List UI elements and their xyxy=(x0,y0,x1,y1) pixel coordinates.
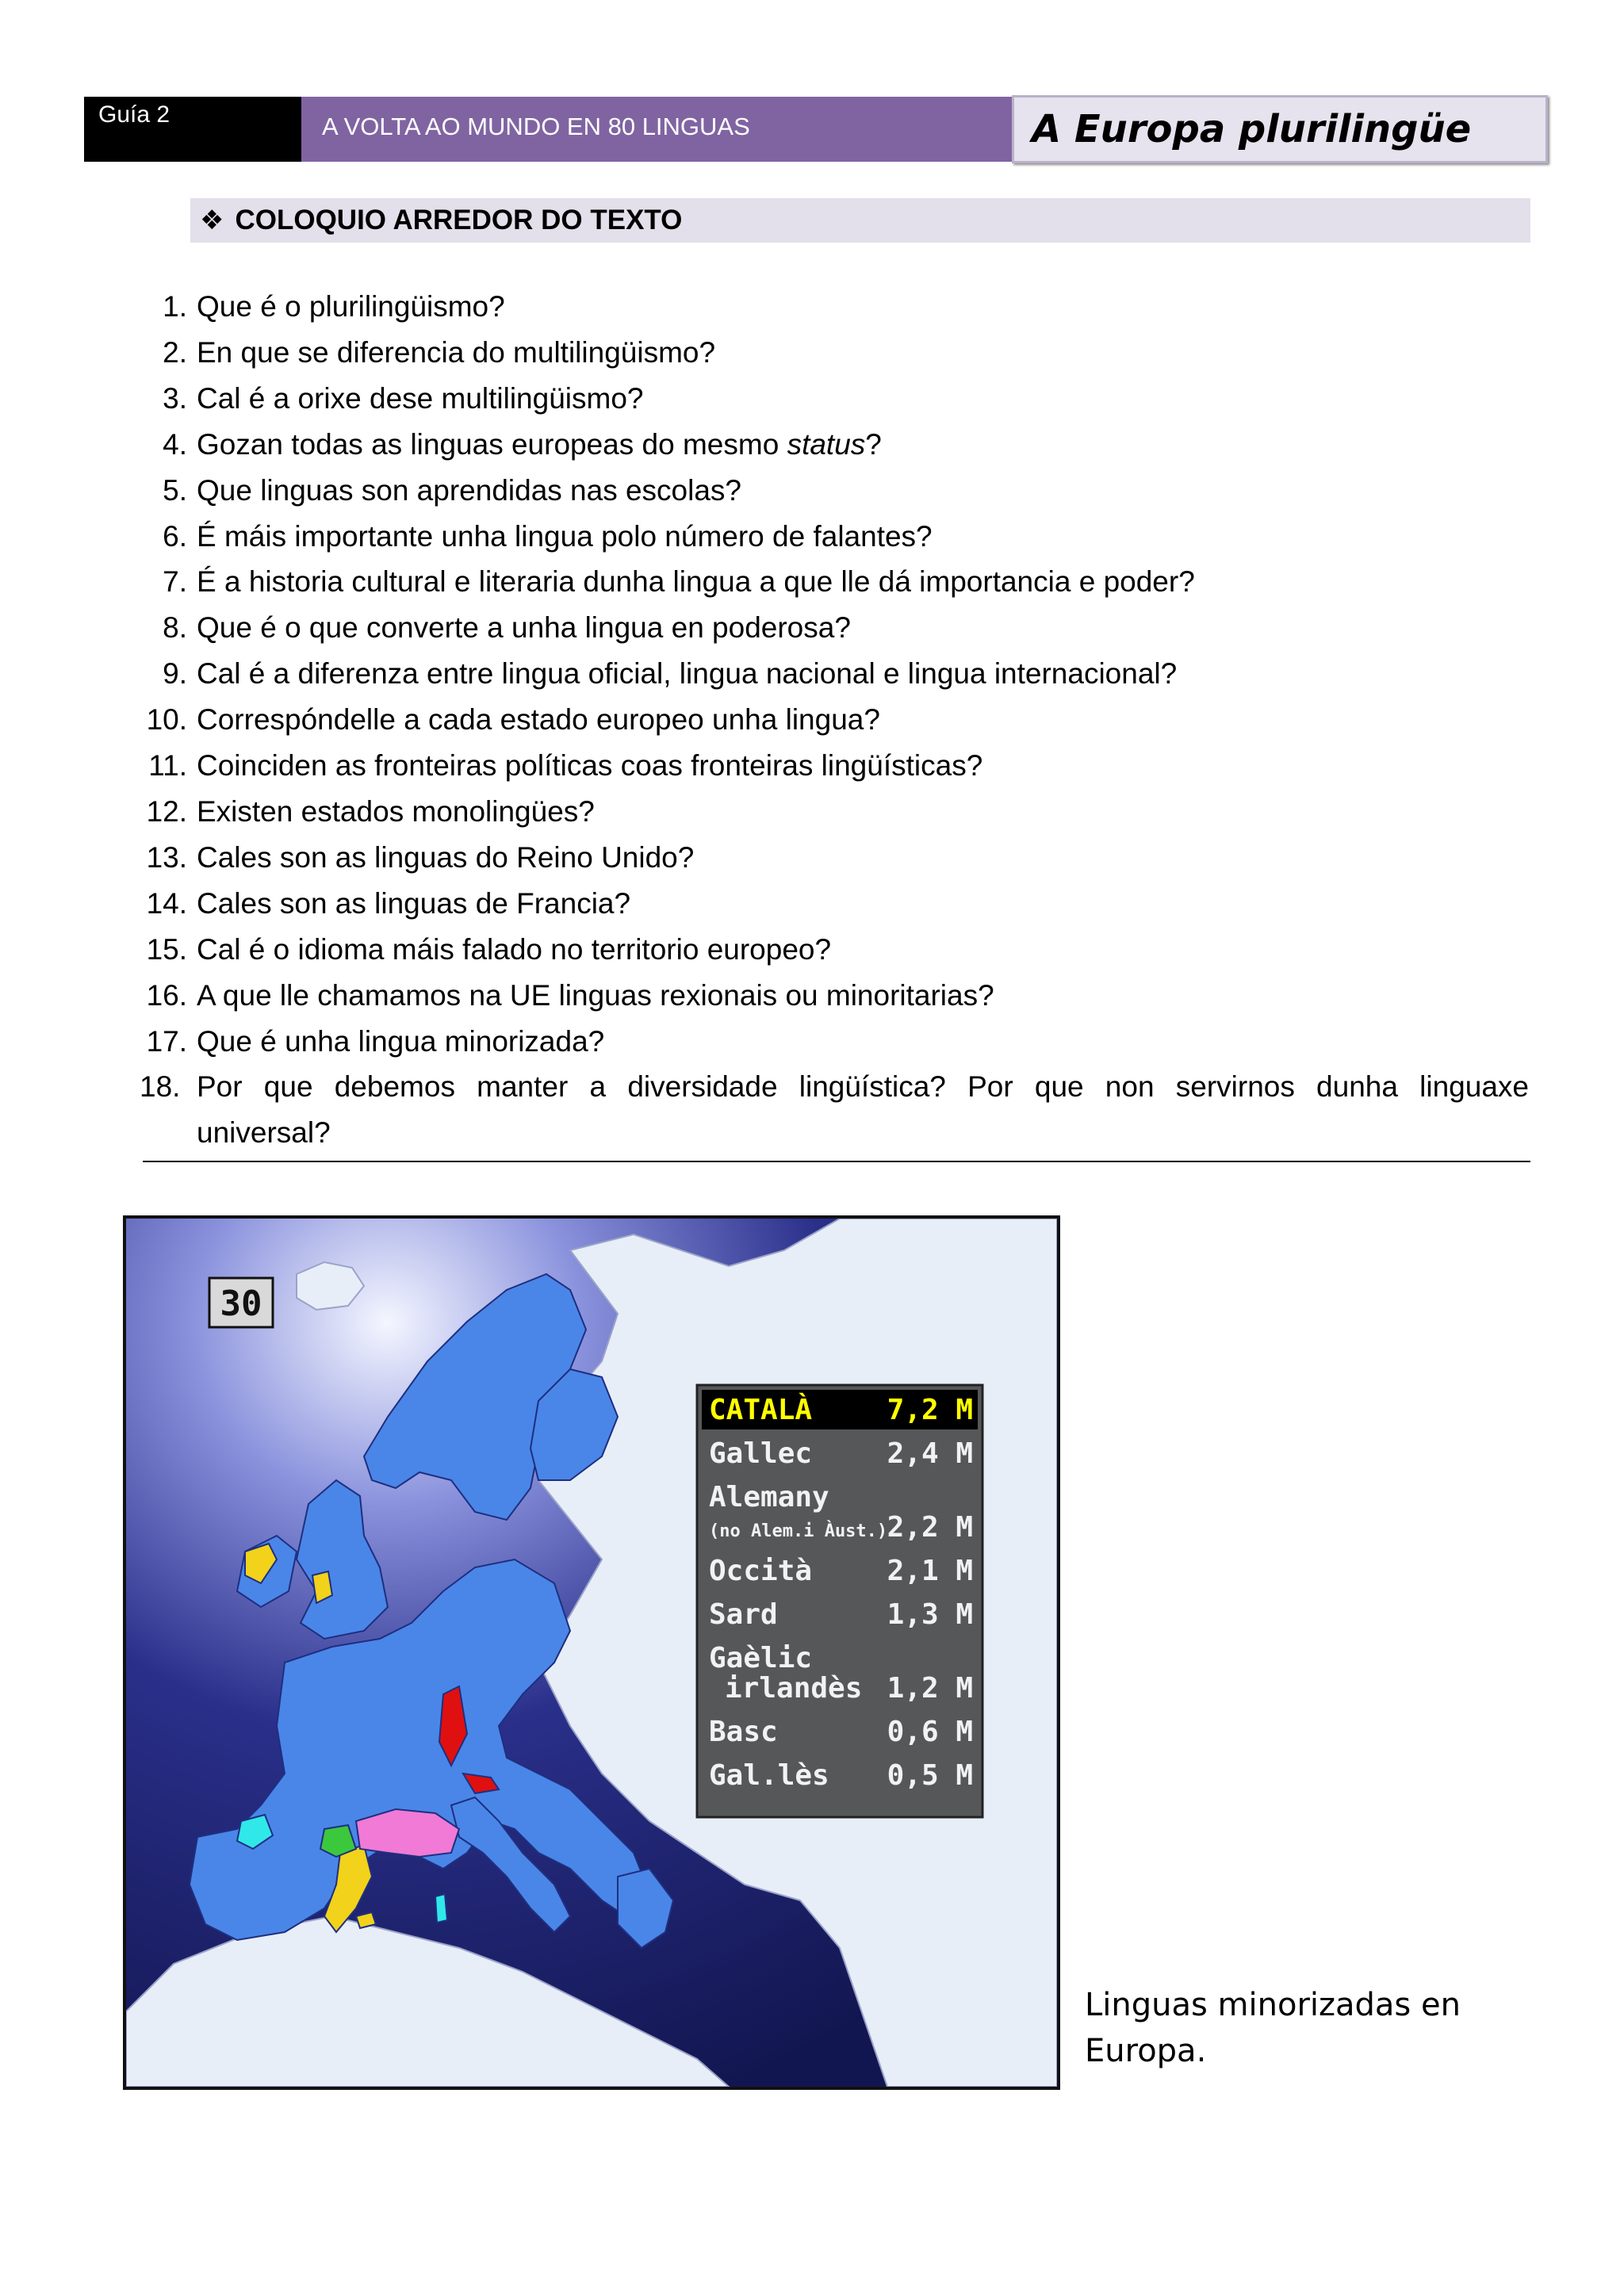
legend-speakers: 2,4 M xyxy=(887,1437,973,1470)
legend-language: Occità xyxy=(709,1555,813,1587)
legend-speakers: 2,2 M xyxy=(887,1511,973,1544)
list-item: 6. É máis importante unha lingua polo número de falantes? xyxy=(163,519,933,553)
legend-speakers: 1,2 M xyxy=(887,1672,973,1705)
legend-language: Sard xyxy=(709,1598,778,1631)
sardinian-region xyxy=(435,1894,447,1923)
europe-map-figure xyxy=(123,1215,1060,2090)
list-item: 10. Correspóndelle a cada estado europeo unha lingua? xyxy=(146,703,880,737)
course-title: A VOLTA AO MUNDO EN 80 LINGUAS xyxy=(301,97,1094,162)
legend-language: Gallec xyxy=(709,1437,813,1470)
legend-speakers: 0,6 M xyxy=(887,1716,973,1748)
list-item: 9. Cal é a diferenza entre lingua oficial, lingua nacional e lingua internacional? xyxy=(163,657,1178,691)
caption-line-2: Europa. xyxy=(1085,2033,1207,2069)
legend-speakers: 0,5 M xyxy=(887,1759,973,1792)
map-legend xyxy=(697,1385,982,1817)
legend-language: Basc xyxy=(709,1716,778,1748)
legend-language: CATALÀ xyxy=(709,1394,813,1426)
legend-speakers: 2,1 M xyxy=(887,1555,973,1587)
legend-language-sub: (no Alem.i Àust.) xyxy=(709,1521,888,1541)
legend-language-sub: irlandès xyxy=(725,1672,863,1705)
map-badge xyxy=(209,1278,273,1327)
divider xyxy=(143,1161,1530,1162)
list-item: 15. Cal é o idioma máis falado no territorio europeo? xyxy=(146,932,832,966)
list-item: 14. Cales son as linguas de Francia? xyxy=(146,886,631,920)
list-item: 16. A que lle chamamos na UE linguas rexionais ou minoritarias? xyxy=(146,978,994,1012)
caption-line-1: Linguas minorizadas en xyxy=(1085,1987,1461,2023)
legend-language: Alemany xyxy=(709,1481,829,1513)
map-caption xyxy=(1085,1982,1545,2074)
list-item: 4. Gozan todas as linguas europeas do mesmo status? xyxy=(163,427,882,461)
diamond-bullet-icon: ❖ xyxy=(200,205,224,235)
page-header xyxy=(84,97,1543,163)
legend-language: Gal.lès xyxy=(709,1759,829,1792)
list-item: 13. Cales son as linguas do Reino Unido? xyxy=(146,840,695,874)
list-item: 1. Que é o plurilingüismo? xyxy=(163,290,505,323)
italic-term: status xyxy=(787,427,866,461)
list-item: 17. Que é unha lingua minorizada? xyxy=(146,1024,605,1058)
list-item: 2. En que se diferencia do multilingüismo? xyxy=(163,335,716,369)
legend-language: Gaèlic xyxy=(709,1642,813,1674)
list-item: 8. Que é o que converte a unha lingua en poderosa? xyxy=(163,611,851,645)
guide-label: Guía 2 xyxy=(84,97,301,162)
list-item: 12. Existen estados monolingües? xyxy=(146,794,595,828)
question-list xyxy=(140,284,1529,1156)
legend-speakers: 7,2 M xyxy=(887,1394,973,1426)
legend-speakers: 1,3 M xyxy=(887,1598,973,1631)
section-title: COLOQUIO ARREDOR DO TEXTO xyxy=(235,205,683,235)
list-item: 5. Que linguas son aprendidas nas escolas? xyxy=(163,473,742,507)
page-title: A Europa plurilingüe xyxy=(1012,95,1548,163)
map-badge-number: 30 xyxy=(220,1284,262,1324)
list-item: 11. Coinciden as fronteiras políticas coas fronteiras lingüísticas? xyxy=(148,749,983,783)
section-heading xyxy=(190,198,1530,243)
list-item: 3. Cal é a orixe dese multilingüismo? xyxy=(163,381,644,415)
list-item: 7. É a historia cultural e literaria dunha lingua a que lle dá importancia e poder? xyxy=(163,565,1195,599)
europe-map xyxy=(126,1219,1057,2087)
list-item: 18. Por que debemos manter a diversidade lingüística? Por que non servirnos dunha linguaxe xyxy=(140,1070,1529,1104)
list-item-continuation: universal? xyxy=(197,1116,331,1150)
